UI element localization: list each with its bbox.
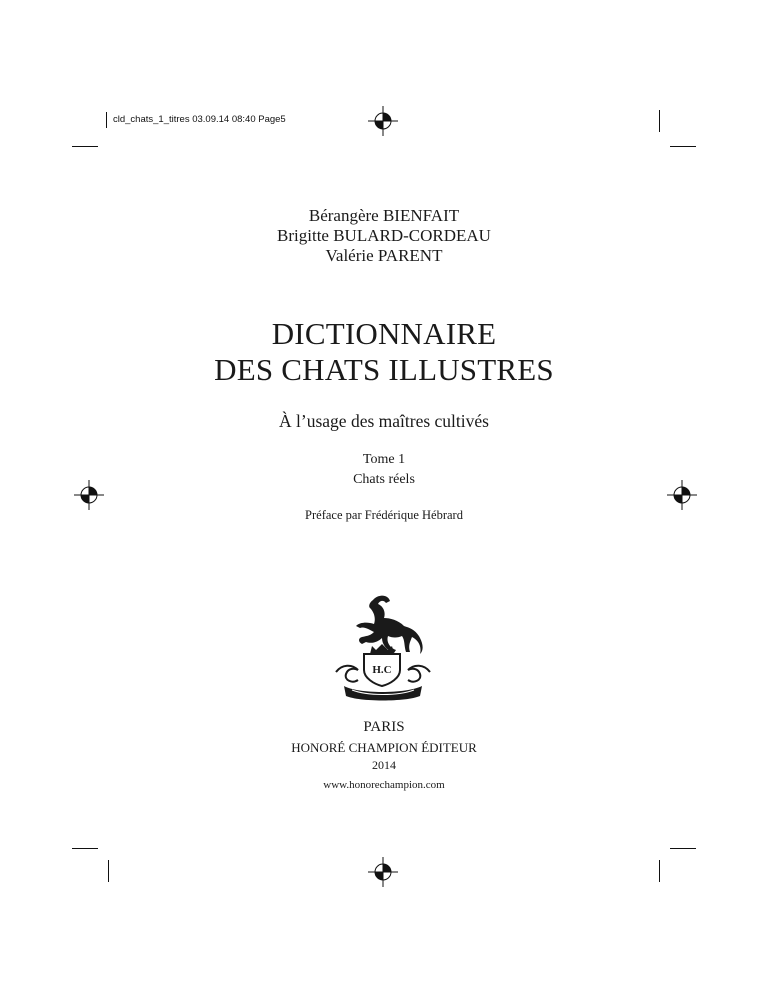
tome-number: Tome 1 <box>362 452 406 467</box>
book-subtitle: À l’usage des maîtres cultivés <box>279 411 489 431</box>
crop-mark-top-left <box>72 146 98 147</box>
tome-block <box>0 450 768 490</box>
logo-monogram: H.C <box>372 664 392 676</box>
author-name: Brigitte BULARD-CORDEAU <box>277 226 491 245</box>
publisher-city: PARIS <box>363 719 405 735</box>
crop-mark-bottom-left-v <box>108 860 109 882</box>
crop-mark-top-right-h <box>670 146 696 147</box>
registration-mark-top-icon <box>368 106 398 136</box>
publication-year: 2014 <box>372 758 396 772</box>
printer-slug: cld_chats_1_titres 03.09.14 08:40 Page5 <box>106 112 286 128</box>
volume-title: Chats réels <box>353 472 415 487</box>
crop-mark-bottom-right-h <box>670 848 696 849</box>
preface-credit: Préface par Frédérique Hébrard <box>305 508 463 522</box>
title-line: DICTIONNAIRE <box>271 316 497 351</box>
title-line: DES CHATS ILLUSTRES <box>214 352 554 387</box>
author-name: Valérie PARENT <box>325 246 443 265</box>
author-name: Bérangère BIENFAIT <box>308 206 460 225</box>
crop-mark-top-right-v <box>659 110 660 132</box>
authors-block <box>0 206 768 266</box>
registration-mark-bottom-icon <box>368 857 398 887</box>
horse-crest-logo-icon <box>328 592 438 702</box>
crop-mark-bottom-left-h <box>72 848 98 849</box>
publisher-url: www.honorechampion.com <box>323 779 445 791</box>
publisher-name: HONORÉ CHAMPION ÉDITEUR <box>291 740 477 755</box>
book-title <box>0 316 768 388</box>
crop-mark-bottom-right-v <box>659 860 660 882</box>
